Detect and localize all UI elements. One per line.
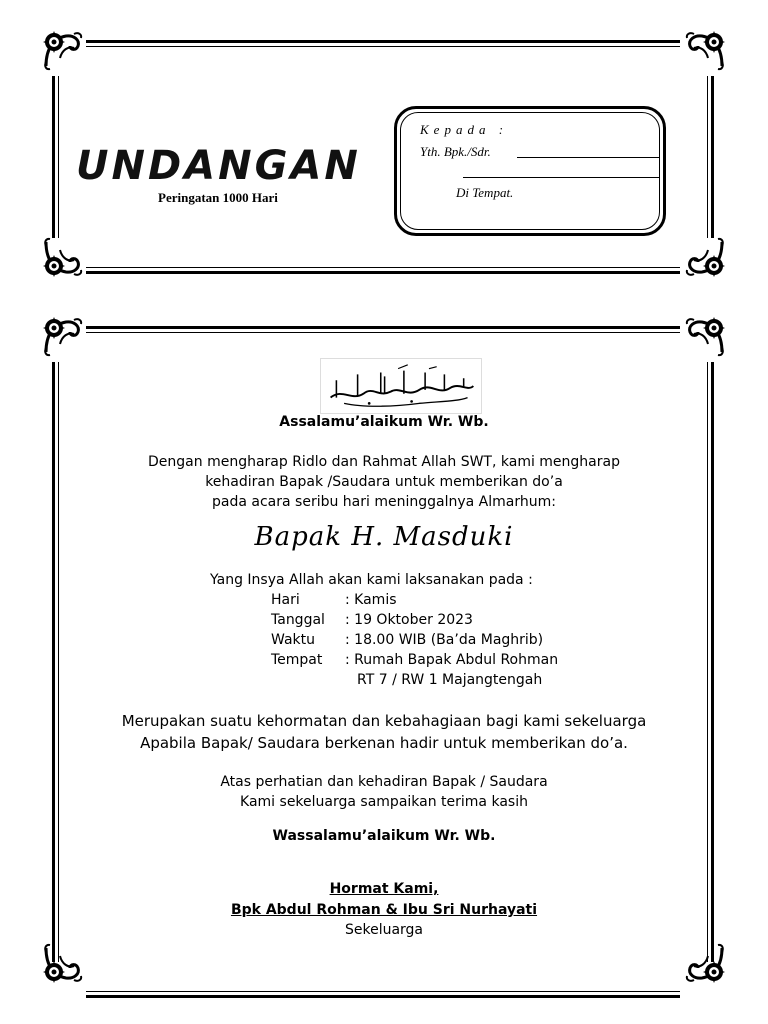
corner-ornament-icon (40, 236, 84, 280)
corner-ornament-icon (40, 314, 84, 358)
corner-ornament-icon (684, 314, 728, 358)
detail-value: : Rumah Bapak Abdul Rohman (345, 652, 559, 668)
corner-ornament-icon (40, 28, 84, 72)
corner-ornament-icon (40, 942, 84, 986)
invitation-title: UNDANGAN (76, 143, 361, 189)
recipient-name-blank (517, 157, 659, 158)
address-line-2: RT 7 / RW 1 Majangtengah (357, 672, 543, 688)
detail-value: : Kamis (345, 592, 397, 608)
corner-ornament-icon (684, 28, 728, 72)
detail-value: : 19 Oktober 2023 (345, 612, 473, 628)
recipient-place: Di Tempat. (456, 185, 514, 200)
detail-value: : 18.00 WIB (Ba’da Maghrib) (345, 632, 544, 648)
family: Sekeluarga (344, 922, 424, 938)
signoff: Hormat Kami, (329, 881, 439, 897)
detail-label: Tempat (271, 652, 323, 668)
detail-label: Hari (271, 592, 300, 608)
detail-label: Tanggal (271, 612, 325, 628)
recipient-salutation: Yth. Bpk./Sdr. (420, 144, 491, 159)
intro-line: kehadiran Bapak /Saudara untuk memberikan do’a (205, 474, 563, 490)
bismillah-calligraphy-icon (320, 358, 482, 414)
corner-ornament-icon (684, 236, 728, 280)
detail-label: Waktu (271, 632, 315, 648)
recipient-label: Kepada : (420, 122, 509, 137)
corner-ornament-icon (684, 942, 728, 986)
intro-line: pada acara seribu hari meninggalnya Almarhum: (212, 494, 556, 510)
closing-greeting: Wassalamu’alaikum Wr. Wb. (272, 828, 496, 844)
honor-line: Merupakan suatu kehormatan dan kebahagiaan bagi kami sekeluarga (121, 712, 647, 730)
deceased-name: Bapak H. Masduki (254, 522, 514, 552)
invitation-subtitle: Peringatan 1000 Hari (158, 190, 278, 205)
schedule-intro: Yang Insya Allah akan kami laksanakan pada : (210, 572, 533, 588)
thanks-line: Atas perhatian dan kehadiran Bapak / Saudara (220, 774, 548, 790)
recipient-address-blank (463, 177, 659, 178)
intro-line: Dengan mengharap Ridlo dan Rahmat Allah SWT, kami mengharap (148, 454, 620, 470)
honor-line: Apabila Bapak/ Saudara berkenan hadir untuk memberikan do’a. (140, 734, 628, 752)
thanks-line: Kami sekeluarga sampaikan terima kasih (240, 794, 528, 810)
signers: Bpk Abdul Rohman & Ibu Sri Nurhayati (230, 902, 538, 918)
greeting: Assalamu’alaikum Wr. Wb. (279, 414, 489, 430)
